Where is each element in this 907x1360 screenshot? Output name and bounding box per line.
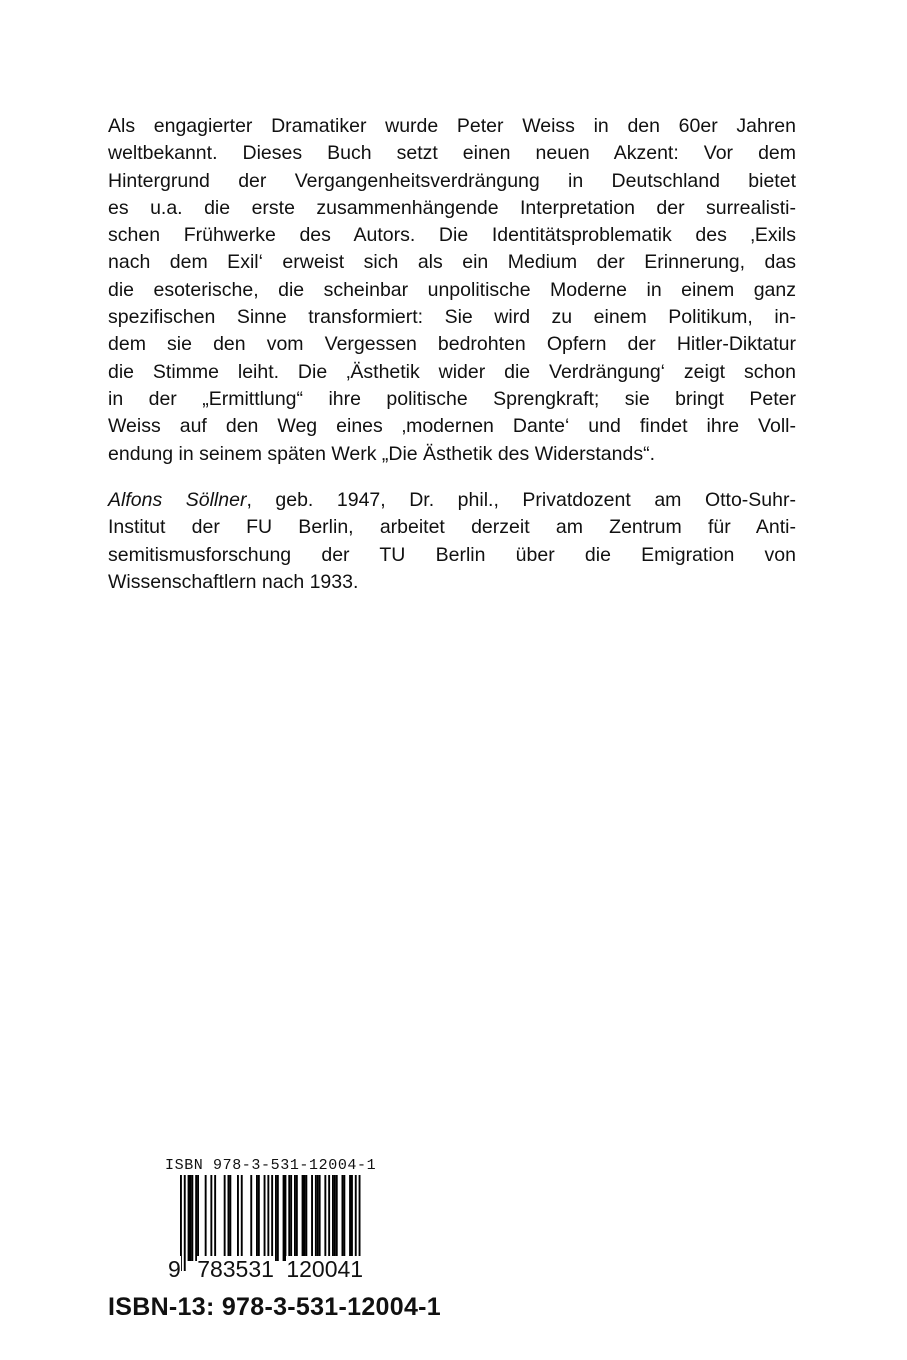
barcode-bar [342, 1175, 344, 1261]
barcode-bar [191, 1175, 193, 1261]
barcode-bar [283, 1175, 285, 1261]
barcode-bar [315, 1175, 317, 1261]
author-bio [108, 487, 796, 596]
blurb-line: Als engagierter Dramatiker wurde Peter Weiss in den 60er Jahren [108, 115, 796, 137]
author-name: Alfons Söllner [108, 489, 247, 511]
blurb-line: die esoterische, die scheinbar unpolitische Moderne in einem ganz [108, 278, 796, 301]
barcode-bar [288, 1175, 290, 1261]
blurb-line: Hintergrund der Vergangenheitsverdrängung in Deutschland bietet [108, 169, 796, 192]
barcode-bar [319, 1175, 321, 1261]
barcode-bar [275, 1175, 277, 1261]
blurb-line: nach dem Exil‘ erweist sich als ein Medium der Erinnerung, das [108, 251, 796, 274]
barcode-bar [305, 1175, 307, 1261]
barcode-bar [214, 1175, 216, 1261]
barcode-bar [258, 1175, 260, 1261]
barcode-isbn-label: ISBN 978-3-531-12004-1 [165, 1157, 377, 1174]
barcode-bar [241, 1175, 243, 1261]
blurb-line: schen Frühwerke des Autors. Die Identitätsproblematik des ‚Exils [108, 224, 796, 247]
barcode-bar [197, 1175, 199, 1261]
barcode-digits-right: 120041 [286, 1256, 364, 1282]
barcode-bar [317, 1175, 319, 1261]
barcode-bar [311, 1175, 313, 1261]
author-bio-line: Institut der FU Berlin, arbeitet derzeit am Zentrum für Anti- [108, 516, 796, 539]
author-bio-text: , geb. 1947, Dr. phil., Privatdozent am Otto-Suhr- [246, 489, 796, 511]
barcode-bar [195, 1175, 197, 1261]
barcode-bar [351, 1175, 353, 1261]
barcode-bar [336, 1175, 338, 1261]
isbn-13: ISBN-13: 978-3-531-12004-1 [108, 1293, 441, 1321]
barcode-digits [168, 1256, 363, 1283]
barcode-bar [304, 1175, 306, 1261]
author-bio-line [108, 487, 796, 514]
barcode-bar [334, 1175, 336, 1261]
blurb-line: weltbekannt. Dieses Buch setzt einen neuen Akzent: Vor dem [108, 142, 796, 165]
blurb-paragraph [108, 113, 796, 468]
blurb-line: spezifischen Sinne transformiert: Sie wird zu einem Politikum, in- [108, 306, 796, 329]
blurb-line: in der „Ermittlung“ ihre politische Sprengkraft; sie bringt Peter [108, 387, 796, 410]
barcode-bar [290, 1175, 292, 1261]
blurb-line: endung in seinem späten Werk „Die Ästhetik des Widerstands“. [108, 442, 655, 465]
barcode-bar [190, 1175, 192, 1261]
barcode-bar [349, 1175, 351, 1261]
blurb-line: die Stimme leiht. Die ‚Ästhetik wider die Verdrängung‘ zeigt schon [108, 360, 796, 383]
blurb-line: Weiss auf den Weg eines ‚modernen Dante‘ und findet ihre Voll- [108, 415, 796, 438]
barcode-bar [343, 1175, 345, 1261]
blurb-line: dem sie den vom Vergessen bedrohten Opfern der Hitler-Diktatur [108, 333, 796, 356]
barcode-bar [250, 1175, 252, 1261]
barcode-bar [210, 1175, 212, 1261]
barcode-bar [296, 1175, 298, 1261]
barcode-bar [205, 1175, 207, 1261]
barcode-digit-first: 9 [168, 1256, 181, 1282]
barcode-bar [188, 1175, 190, 1261]
barcode-bar [294, 1175, 296, 1261]
barcode-bar [228, 1175, 230, 1261]
barcode-bar [264, 1175, 266, 1261]
barcode-bar [302, 1175, 304, 1261]
author-bio-line: semitismusforschung der TU Berlin über die Emigration von [108, 543, 796, 566]
barcode-bar [237, 1175, 239, 1261]
barcode-bar [229, 1175, 231, 1261]
barcode-bar [224, 1175, 226, 1261]
barcode-bar [332, 1175, 334, 1261]
barcode-bar [277, 1175, 279, 1261]
barcode-bar [256, 1175, 258, 1261]
barcode-bar [285, 1175, 287, 1261]
barcode-bar [324, 1175, 326, 1261]
barcode-bar [328, 1175, 330, 1261]
blurb-line: es u.a. die erste zusammenhängende Interpretation der surrealisti- [108, 196, 796, 219]
barcode-digits-left: 783531 [197, 1256, 274, 1282]
author-bio-line: Wissenschaftlern nach 1933. [108, 570, 359, 593]
